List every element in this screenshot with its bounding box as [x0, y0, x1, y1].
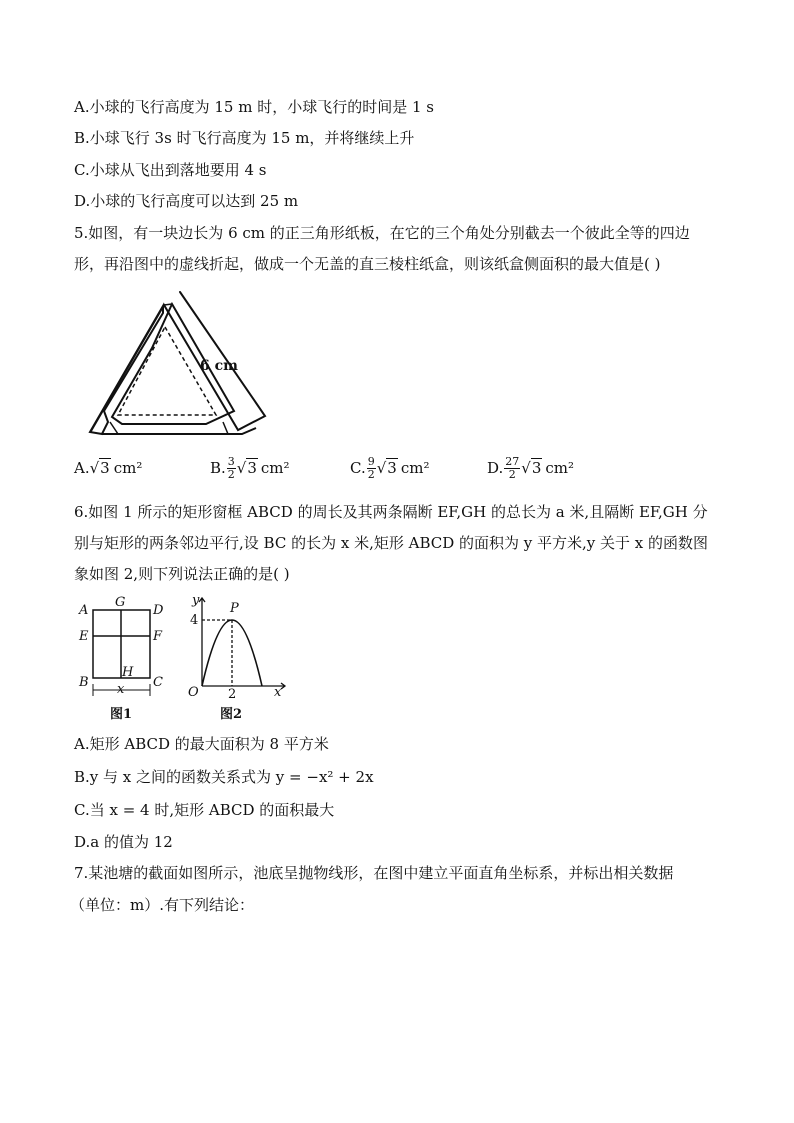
q4-option-c: C.小球从飞出到落地要用 4 s — [74, 161, 267, 179]
q6-stem-line1: 6.如图 1 所示的矩形窗框 ABCD 的周长及其两条隔断 EF,GH 的总长为 a 米,且隔断 EF,GH 分 — [74, 503, 708, 521]
origin-label: O — [188, 685, 199, 700]
q4-option-a: A.小球的飞行高度为 15 m 时，小球飞行的时间是 1 s — [74, 98, 434, 116]
label-d: D — [153, 603, 164, 618]
q7-stem-line2: （单位：m）.有下列结论： — [70, 896, 254, 914]
q5-options — [74, 450, 714, 486]
q6-figure-1 — [76, 592, 172, 724]
q6-option-a: A.矩形 ABCD 的最大面积为 8 平方米 — [74, 735, 329, 753]
figure-1-caption: 图1 — [110, 707, 133, 722]
label-b: B — [79, 675, 89, 690]
q5-option-d: D. $\frac{27}{2}$ √3 cm² — [487, 454, 575, 481]
axis-x-label: x — [274, 685, 282, 700]
q6-stem-line2: 别与矩形的两条邻边平行,设 BC 的长为 x 米,矩形 ABCD 的面积为 y 平方米,y 关于 x 的函数图 — [74, 534, 709, 552]
q5-option-c: C. $\frac{9}{2}$ √3 cm² — [350, 454, 430, 481]
label-c: C — [153, 675, 163, 690]
q6-figure-2 — [180, 592, 290, 724]
label-f: F — [153, 629, 163, 644]
label-e: E — [79, 629, 89, 644]
q6-stem-line3: 象如图 2,则下列说法正确的是( ) — [74, 565, 290, 583]
q5-triangle-figure — [80, 288, 280, 440]
q5-side-length-label: 6 cm — [200, 358, 238, 374]
q4-option-b: B.小球飞行 3s 时飞行高度为 15 m，并将继续上升 — [74, 129, 415, 147]
label-x: x — [117, 682, 125, 697]
tick-4-label: 4 — [190, 613, 199, 628]
q5-stem-line2: 形，再沿图中的虚线折起，做成一个无盖的直三棱柱纸盒，则该纸盒侧面积的最大值是( ) — [74, 255, 661, 273]
q6-option-b: B.y 与 x 之间的函数关系式为 y = −x² + 2x — [74, 768, 374, 786]
q5-option-a: A. √3 cm² — [74, 459, 143, 477]
q6-option-c: C.当 x = 4 时,矩形 ABCD 的面积最大 — [74, 801, 335, 819]
label-a: A — [79, 603, 89, 618]
figure-2-caption: 图2 — [220, 707, 243, 722]
tick-2-label: 2 — [228, 687, 237, 702]
point-p-label: P — [230, 601, 239, 616]
q7-stem-line1: 7.某池塘的截面如图所示，池底呈抛物线形，在图中建立平面直角坐标系，并标出相关数据 — [74, 864, 674, 882]
q6-option-d: D.a 的值为 12 — [74, 833, 173, 851]
label-h: H — [122, 665, 134, 680]
label-g: G — [115, 595, 126, 610]
q5-stem-line1: 5.如图，有一块边长为 6 cm 的正三角形纸板，在它的三个角处分别截去一个彼此全等的四边 — [74, 224, 690, 242]
axis-y-label: y — [192, 593, 200, 608]
q4-option-d: D.小球的飞行高度可以达到 25 m — [74, 192, 299, 210]
q5-option-b: B. $\frac{3}{2}$ √3 cm² — [210, 454, 290, 481]
